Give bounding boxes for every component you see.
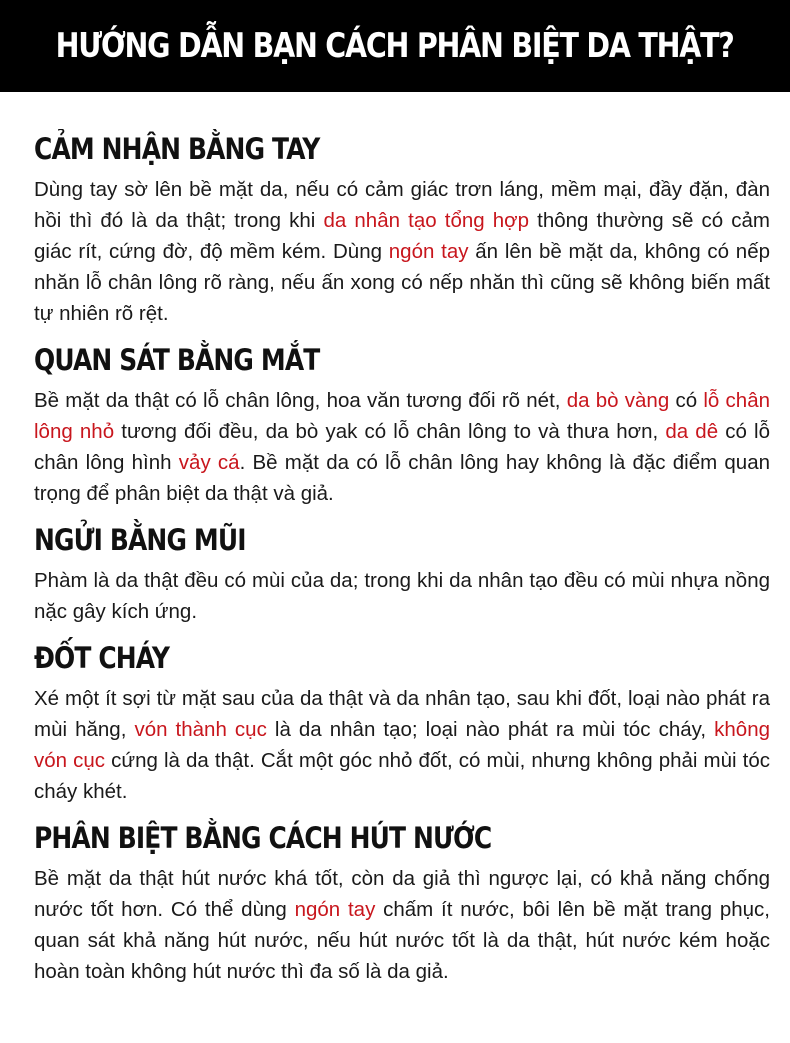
section-heading: CẢM NHẬN BẰNG TAY <box>34 132 320 166</box>
section-water <box>34 817 770 987</box>
highlighted-term: lỗ chân lông nhỏ <box>34 389 771 443</box>
highlighted-term: ngón tay <box>294 898 376 921</box>
paragraph-text: Phàm là da thật đều có mùi của da; trong khi da nhân tạo đều có mùi nhựa nồng nặc gây kích ứng. <box>34 569 770 623</box>
section-heading: NGỬI BẰNG MŨI <box>34 523 246 557</box>
paragraph-text: thông thường sẽ có cảm giác rít, cứng đờ, độ mềm kém. Dùng <box>34 209 771 263</box>
paragraph-text: Xé một ít sợi từ mặt sau của da thật và da nhân tạo, sau khi đốt, loại nào phát ra mùi hăng, <box>34 687 770 741</box>
paragraph-text: Bề mặt da thật có lỗ chân lông, hoa văn tương đối rõ nét, <box>34 389 567 412</box>
section-heading: QUAN SÁT BẰNG MẮT <box>34 343 320 377</box>
section-heading: ĐỐT CHÁY <box>34 641 170 675</box>
paragraph-text: là da nhân tạo; loại nào phát ra mùi tóc cháy, <box>266 718 715 741</box>
highlighted-term: ngón tay <box>388 240 469 263</box>
section-heading: PHÂN BIỆT BẰNG CÁCH HÚT NƯỚC <box>34 821 492 855</box>
paragraph-text: có <box>669 389 704 412</box>
paragraph-text: Dùng tay sờ lên bề mặt da, nếu có cảm giác trơn láng, mềm mại, đầy đặn, đàn hồi thì đó là da thật; trong khi <box>34 178 770 232</box>
section-eyes <box>34 339 770 509</box>
highlighted-term: không vón cục <box>34 718 770 772</box>
section-touch <box>34 128 770 329</box>
section-paragraph <box>34 174 770 329</box>
section-smell <box>34 519 770 627</box>
highlighted-term: da nhân tạo tổng hợp <box>323 209 530 232</box>
section-burn <box>34 637 770 807</box>
page-title: HƯỚNG DẪN BẠN CÁCH PHÂN BIỆT DA THẬT? <box>55 26 735 66</box>
section-paragraph <box>34 565 770 627</box>
article-body <box>34 128 770 997</box>
highlighted-term: da dê <box>665 420 719 443</box>
section-paragraph <box>34 683 770 807</box>
section-paragraph <box>34 863 770 987</box>
highlighted-term: vón thành cục <box>134 718 267 741</box>
paragraph-text: ấn lên bề mặt da, không có nếp nhăn lỗ chân lông rõ ràng, nếu ấn xong có nếp nhăn thì cũng sẽ không biến mất tự nhiên rõ rệt. <box>34 240 771 325</box>
paragraph-text: . Bề mặt da có lỗ chân lông hay không là đặc điểm quan trọng để phân biệt da thật và giả. <box>34 451 771 505</box>
highlighted-term: da bò vàng <box>566 389 670 412</box>
highlighted-term: vảy cá <box>178 451 240 474</box>
header-banner <box>0 0 790 92</box>
paragraph-text: có lỗ chân lông hình <box>34 420 770 474</box>
paragraph-text: chấm ít nước, bôi lên bề mặt trang phục, quan sát khả năng hút nước, nếu hút nước tốt là da thật, hút nước kém hoặc hoàn toàn không hút nước thì đa số là da giả. <box>34 898 770 983</box>
paragraph-text: cứng là da thật. Cắt một góc nhỏ đốt, có mùi, nhưng không phải mùi tóc cháy khét. <box>34 749 770 803</box>
paragraph-text: tương đối đều, da bò yak có lỗ chân lông to và thưa hơn, <box>114 420 666 443</box>
section-paragraph <box>34 385 770 509</box>
paragraph-text: Bề mặt da thật hút nước khá tốt, còn da giả thì ngược lại, có khả năng chống nước tốt hơn. Có thể dùng <box>34 867 770 921</box>
